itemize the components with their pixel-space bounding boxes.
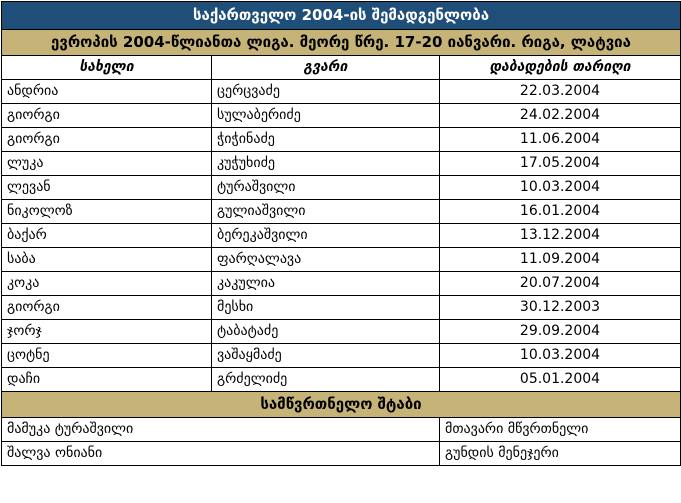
player-birth-date: 22.03.2004 <box>440 80 681 104</box>
player-birth-date: 10.03.2004 <box>440 176 681 200</box>
player-last-name: ტურაშვილი <box>212 176 440 200</box>
player-row <box>2 368 681 392</box>
player-first-name: კოკა <box>2 272 212 296</box>
title-row <box>2 2 681 30</box>
player-row <box>2 344 681 368</box>
column-header-last-name: გვარი <box>212 56 440 80</box>
staff-role: გუნდის მენეჯერი <box>440 442 681 466</box>
staff-name: მამუკა ტურაშვილი <box>2 418 440 442</box>
player-last-name: ჭიჭინაძე <box>212 128 440 152</box>
player-birth-date: 24.02.2004 <box>440 104 681 128</box>
staff-name: შალვა ონიანი <box>2 442 440 466</box>
player-last-name: ცერცვაძე <box>212 80 440 104</box>
event-row <box>2 30 681 56</box>
column-header-birth-date: დაბადების თარიღი <box>440 56 681 80</box>
player-last-name: გრძელიძე <box>212 368 440 392</box>
player-first-name: ჯორჯ <box>2 320 212 344</box>
player-last-name: ტაბატაძე <box>212 320 440 344</box>
player-birth-date: 11.06.2004 <box>440 128 681 152</box>
player-row <box>2 176 681 200</box>
player-last-name: კუჭუხიძე <box>212 152 440 176</box>
player-first-name: ლევან <box>2 176 212 200</box>
player-birth-date: 29.09.2004 <box>440 320 681 344</box>
player-birth-date: 11.09.2004 <box>440 248 681 272</box>
player-birth-date: 13.12.2004 <box>440 224 681 248</box>
player-row <box>2 224 681 248</box>
player-first-name: ნიკოლოზ <box>2 200 212 224</box>
player-first-name: საბა <box>2 248 212 272</box>
player-first-name: ლუკა <box>2 152 212 176</box>
player-first-name: დაჩი <box>2 368 212 392</box>
player-row <box>2 128 681 152</box>
player-row <box>2 296 681 320</box>
header-row <box>2 56 681 80</box>
player-birth-date: 16.01.2004 <box>440 200 681 224</box>
player-row <box>2 248 681 272</box>
player-last-name: სულაბერიძე <box>212 104 440 128</box>
player-row <box>2 200 681 224</box>
event-info: ევროპის 2004-წლიანთა ლიგა. მეორე წრე. 17-20 იანვარი. რიგა, ლატვია <box>2 30 681 56</box>
staff-title: სამწვრთნელო შტაბი <box>2 392 681 418</box>
player-birth-date: 20.07.2004 <box>440 272 681 296</box>
player-last-name: ვაშაყმაძე <box>212 344 440 368</box>
player-first-name: გიორგი <box>2 128 212 152</box>
player-last-name: მესხი <box>212 296 440 320</box>
staff-row <box>2 418 681 442</box>
player-first-name: ბაქარ <box>2 224 212 248</box>
staff-role: მთავარი მწვრთნელი <box>440 418 681 442</box>
player-birth-date: 30.12.2003 <box>440 296 681 320</box>
player-row <box>2 320 681 344</box>
player-row <box>2 152 681 176</box>
player-first-name: გიორგი <box>2 104 212 128</box>
player-first-name: ანდრია <box>2 80 212 104</box>
player-row <box>2 272 681 296</box>
player-last-name: გულიაშვილი <box>212 200 440 224</box>
column-header-first-name: სახელი <box>2 56 212 80</box>
player-first-name: გიორგი <box>2 296 212 320</box>
player-last-name: ფარღალავა <box>212 248 440 272</box>
player-row <box>2 104 681 128</box>
player-birth-date: 17.05.2004 <box>440 152 681 176</box>
player-last-name: კაკულია <box>212 272 440 296</box>
staff-title-row <box>2 392 681 418</box>
player-birth-date: 05.01.2004 <box>440 368 681 392</box>
player-last-name: ბერეკაშვილი <box>212 224 440 248</box>
player-first-name: ცოტნე <box>2 344 212 368</box>
staff-row <box>2 442 681 466</box>
table-title: საქართველო 2004-ის შემადგენლობა <box>2 2 681 30</box>
player-row <box>2 80 681 104</box>
roster-table <box>1 1 681 466</box>
player-birth-date: 10.03.2004 <box>440 344 681 368</box>
